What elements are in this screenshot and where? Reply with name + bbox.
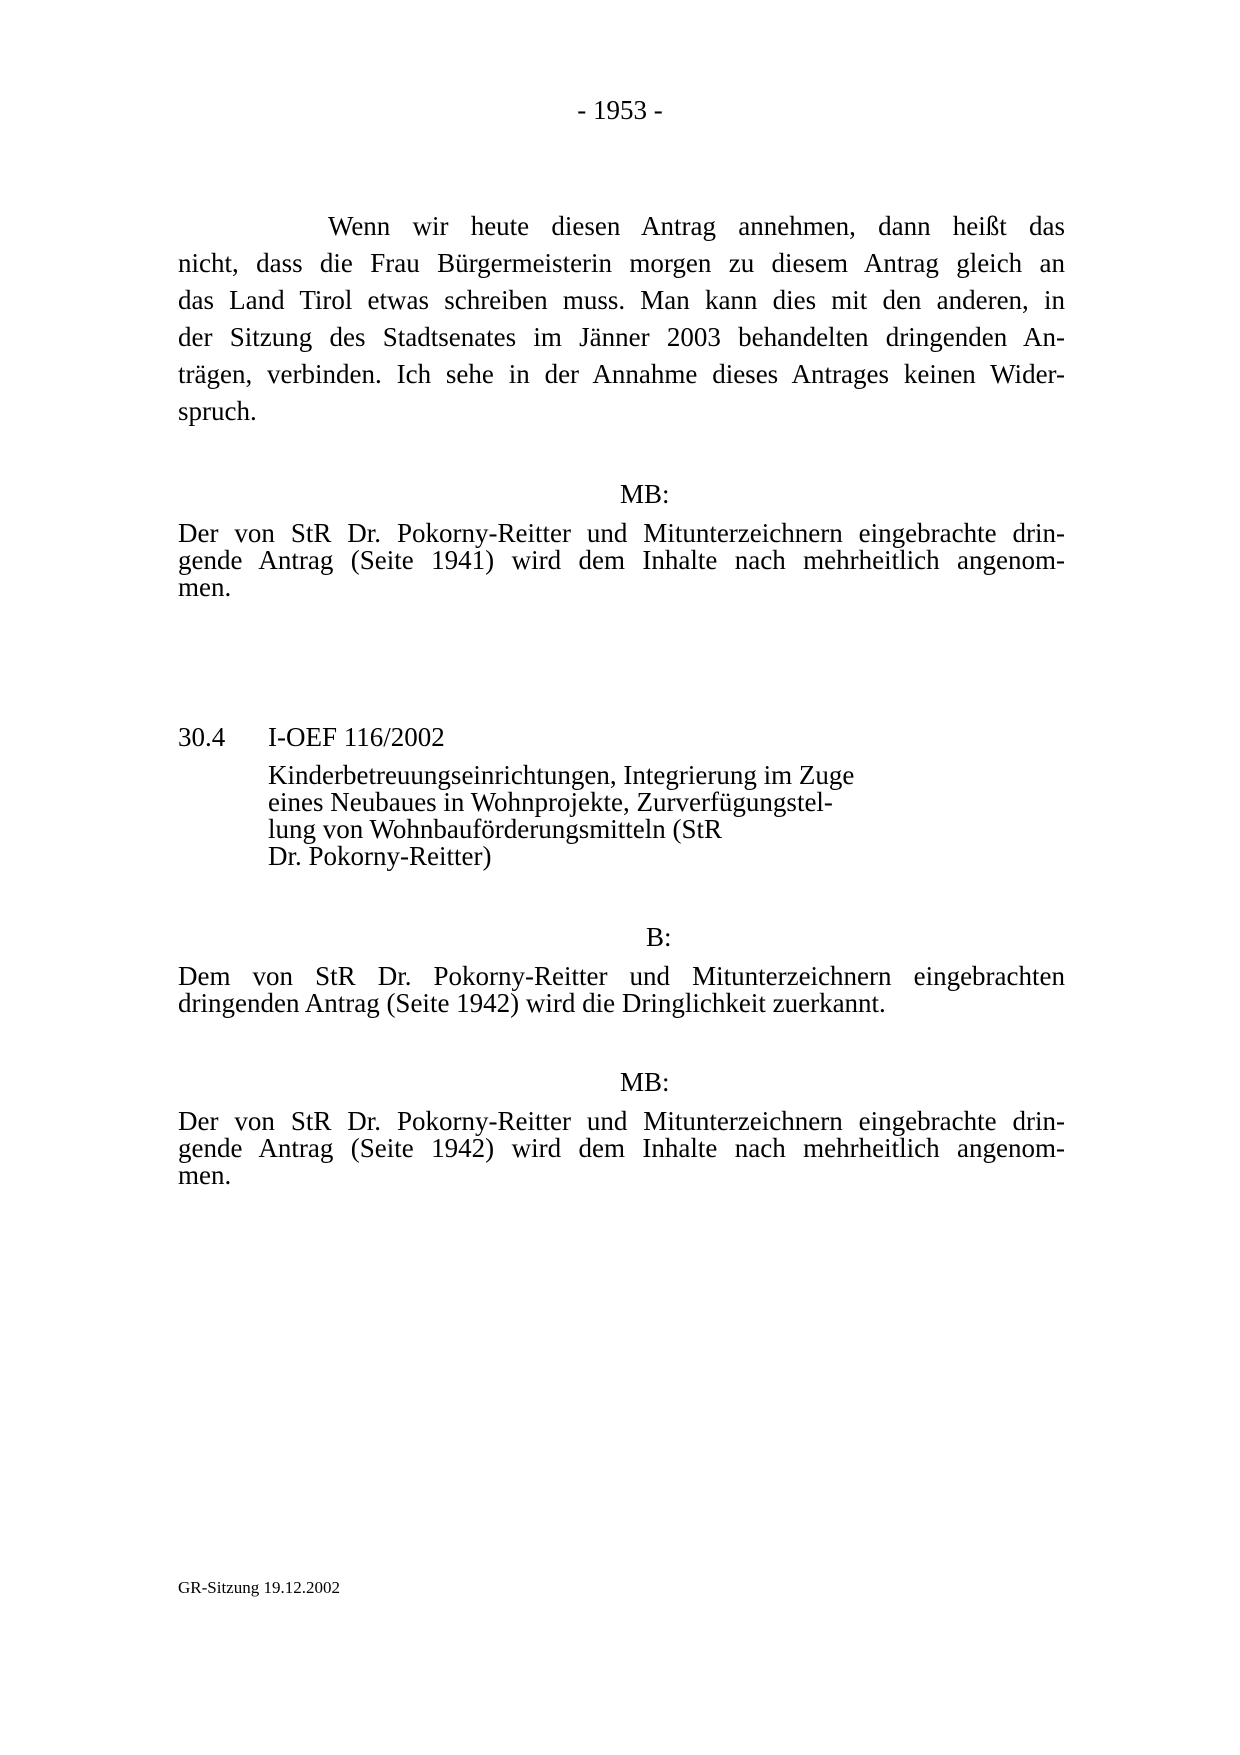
description-line: Kinderbetreuungseinrichtungen, Integrierung im Zuge (268, 760, 855, 790)
decision-label-mb: MB: (620, 479, 670, 509)
decision-line: gende Antrag (Seite 1941) wird dem Inhalte nach mehrheitlich angenom- (178, 545, 1065, 575)
page-number: - 1953 - (577, 95, 663, 125)
decision-line: Der von StR Dr. Pokorny-Reitter und Mitunterzeichnern eingebrachte drin- (178, 518, 1065, 548)
paragraph-line: nicht, dass die Frau Bürgermeisterin morgen zu diesem Antrag gleich an (178, 248, 1065, 278)
paragraph-line: trägen, verbinden. Ich sehe in der Annahme dieses Antrages keinen Wider- (178, 359, 1065, 389)
decision-label-mb: MB: (620, 1067, 670, 1097)
agenda-item-number: 30.4 (178, 722, 226, 752)
decision-line: dringenden Antrag (Seite 1942) wird die Dringlichkeit zuerkannt. (178, 988, 886, 1018)
intro-paragraph (178, 208, 1065, 430)
paragraph-line: der Sitzung des Stadtsenates im Jänner 2003 behandelten dringenden An- (178, 322, 1065, 352)
description-line: lung von Wohnbauförderungsmitteln (StR (268, 814, 723, 844)
agenda-item-code: I-OEF 116/2002 (268, 722, 445, 752)
paragraph-line: spruch. (178, 396, 257, 426)
decision-text-3 (178, 1108, 1065, 1189)
decision-line: men. (178, 572, 232, 602)
description-line: eines Neubaues in Wohnprojekte, Zurverfügungstel- (268, 787, 833, 817)
decision-line: Der von StR Dr. Pokorny-Reitter und Mitunterzeichnern eingebrachte drin- (178, 1106, 1065, 1136)
paragraph-line: das Land Tirol etwas schreiben muss. Man kann dies mit den anderen, in (178, 285, 1065, 315)
decision-line: men. (178, 1160, 232, 1190)
decision-text-1 (178, 520, 1065, 601)
decision-text-2 (178, 963, 1065, 1017)
agenda-item-description (268, 762, 908, 870)
footer-session-date: GR-Sitzung 19.12.2002 (178, 1578, 340, 1597)
paragraph-line: Wenn wir heute diesen Antrag annehmen, dann heißt das (328, 211, 1065, 241)
decision-label-b: B: (646, 922, 672, 952)
decision-line: gende Antrag (Seite 1942) wird dem Inhalte nach mehrheitlich angenom- (178, 1133, 1065, 1163)
description-line: Dr. Pokorny-Reitter) (268, 841, 492, 871)
decision-line: Dem von StR Dr. Pokorny-Reitter und Mitunterzeichnern eingebrachten (178, 961, 1065, 991)
